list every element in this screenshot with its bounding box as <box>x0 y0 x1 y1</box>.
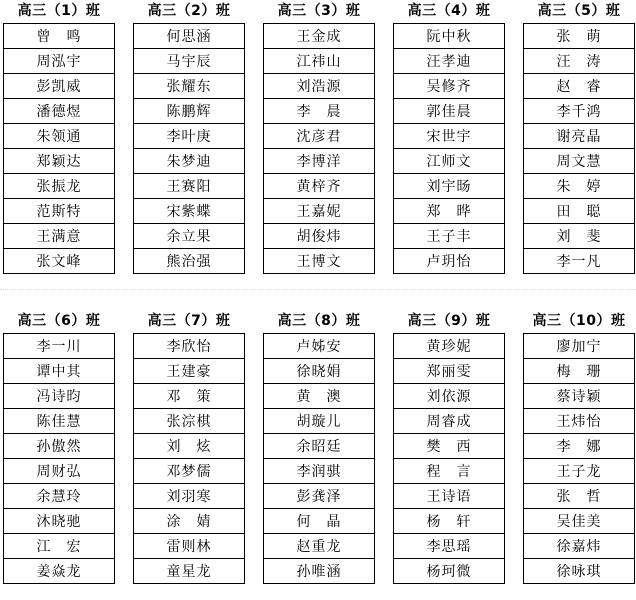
class-block <box>523 310 635 584</box>
student-name: 宋世宇 <box>394 124 505 149</box>
class-block <box>3 310 115 584</box>
table-row <box>4 99 115 124</box>
student-name: 程 言 <box>394 459 505 484</box>
table-row <box>264 24 375 49</box>
student-name: 江师文 <box>394 149 505 174</box>
student-name: 涂 婧 <box>134 509 245 534</box>
table-row <box>524 199 635 224</box>
table-row <box>524 484 635 509</box>
student-name: 胡璇儿 <box>264 409 375 434</box>
student-table <box>393 23 505 274</box>
table-row <box>264 199 375 224</box>
table-row <box>394 484 505 509</box>
table-row <box>264 249 375 274</box>
student-name: 吴修齐 <box>394 74 505 99</box>
table-row <box>134 459 245 484</box>
student-name: 雷则林 <box>134 534 245 559</box>
student-name: 卢玥怡 <box>394 249 505 274</box>
table-row <box>264 509 375 534</box>
table-row <box>264 534 375 559</box>
student-name: 王博文 <box>264 249 375 274</box>
table-row <box>524 559 635 584</box>
student-name: 李 晨 <box>264 99 375 124</box>
student-name: 廖加宁 <box>524 334 635 359</box>
table-row <box>394 49 505 74</box>
student-name: 胡俊炜 <box>264 224 375 249</box>
student-name: 刘浩源 <box>264 74 375 99</box>
table-row <box>264 149 375 174</box>
table-row <box>4 509 115 534</box>
table-row <box>134 74 245 99</box>
student-name: 沈彦君 <box>264 124 375 149</box>
table-row <box>524 434 635 459</box>
student-name: 谭中其 <box>4 359 115 384</box>
student-table <box>263 23 375 274</box>
student-name: 张 哲 <box>524 484 635 509</box>
student-name: 赵 睿 <box>524 74 635 99</box>
student-name: 郑 晔 <box>394 199 505 224</box>
table-row <box>134 359 245 384</box>
student-name: 王炜怡 <box>524 409 635 434</box>
table-row <box>264 384 375 409</box>
table-row <box>4 559 115 584</box>
table-row <box>264 359 375 384</box>
table-row <box>264 559 375 584</box>
table-row <box>134 49 245 74</box>
student-name: 何思涵 <box>134 24 245 49</box>
student-name: 宋紫蝶 <box>134 199 245 224</box>
table-row <box>264 74 375 99</box>
student-name: 王建豪 <box>134 359 245 384</box>
student-name: 王赛阳 <box>134 174 245 199</box>
table-row <box>524 249 635 274</box>
table-row <box>394 174 505 199</box>
student-name: 李叶庚 <box>134 124 245 149</box>
table-row <box>394 99 505 124</box>
class-title: 高三（6）班 <box>17 313 101 329</box>
table-row <box>134 384 245 409</box>
student-name: 李一川 <box>4 334 115 359</box>
class-title: 高三（4）班 <box>407 3 491 19</box>
student-name: 彭龚泽 <box>264 484 375 509</box>
table-row <box>264 124 375 149</box>
student-name: 冯诗昀 <box>4 384 115 409</box>
student-name: 童星龙 <box>134 559 245 584</box>
student-name: 沐晓驰 <box>4 509 115 534</box>
student-name: 周睿成 <box>394 409 505 434</box>
class-title: 高三（8）班 <box>277 313 361 329</box>
student-name: 邓 策 <box>134 384 245 409</box>
table-row <box>134 174 245 199</box>
student-name: 汪 涛 <box>524 49 635 74</box>
class-block <box>133 0 245 274</box>
student-name: 姜焱龙 <box>4 559 115 584</box>
student-name: 田 聪 <box>524 199 635 224</box>
student-table <box>3 333 115 584</box>
table-row <box>134 509 245 534</box>
student-name: 汪孝迪 <box>394 49 505 74</box>
student-name: 李千鸿 <box>524 99 635 124</box>
table-row <box>264 99 375 124</box>
student-name: 孙唯涵 <box>264 559 375 584</box>
table-row <box>524 124 635 149</box>
table-row <box>264 224 375 249</box>
student-name: 余慧玲 <box>4 484 115 509</box>
table-row <box>524 359 635 384</box>
class-block <box>393 0 505 274</box>
student-name: 刘羽寒 <box>134 484 245 509</box>
student-name: 何 晶 <box>264 509 375 534</box>
student-name: 朱领通 <box>4 124 115 149</box>
student-name: 梅 珊 <box>524 359 635 384</box>
student-name: 卢姊安 <box>264 334 375 359</box>
class-title: 高三（10）班 <box>532 313 626 329</box>
table-row <box>524 409 635 434</box>
student-name: 刘宇旸 <box>394 174 505 199</box>
table-row <box>264 409 375 434</box>
table-row <box>394 359 505 384</box>
table-row <box>264 174 375 199</box>
table-row <box>4 149 115 174</box>
student-name: 李 娜 <box>524 434 635 459</box>
table-row <box>134 99 245 124</box>
table-row <box>134 534 245 559</box>
student-name: 吴佳美 <box>524 509 635 534</box>
student-name: 马宇辰 <box>134 49 245 74</box>
student-table <box>133 333 245 584</box>
class-block <box>523 0 635 274</box>
student-name: 余昭廷 <box>264 434 375 459</box>
student-name: 王子龙 <box>524 459 635 484</box>
student-name: 王诗语 <box>394 484 505 509</box>
class-block <box>263 310 375 584</box>
student-name: 范斯特 <box>4 199 115 224</box>
class-title: 高三（2）班 <box>147 3 231 19</box>
student-name: 曾 鸣 <box>4 24 115 49</box>
table-row <box>4 199 115 224</box>
table-row <box>4 224 115 249</box>
table-row <box>394 384 505 409</box>
student-name: 张淙棋 <box>134 409 245 434</box>
student-name: 黄 澳 <box>264 384 375 409</box>
class-group-top <box>0 0 636 288</box>
student-name: 李博洋 <box>264 149 375 174</box>
table-row <box>4 359 115 384</box>
table-row <box>4 49 115 74</box>
class-block <box>133 310 245 584</box>
student-name: 蔡诗颖 <box>524 384 635 409</box>
table-row <box>264 334 375 359</box>
table-row <box>394 24 505 49</box>
student-name: 徐咏琪 <box>524 559 635 584</box>
table-row <box>524 459 635 484</box>
student-name: 阮中秋 <box>394 24 505 49</box>
student-name: 张 萌 <box>524 24 635 49</box>
table-row <box>134 24 245 49</box>
student-name: 李润骐 <box>264 459 375 484</box>
table-row <box>4 124 115 149</box>
student-name: 张文峰 <box>4 249 115 274</box>
table-row <box>394 199 505 224</box>
table-row <box>4 174 115 199</box>
table-row <box>524 384 635 409</box>
table-row <box>134 434 245 459</box>
table-row <box>394 509 505 534</box>
student-name: 黄珍妮 <box>394 334 505 359</box>
student-name: 江祎山 <box>264 49 375 74</box>
student-name: 余立果 <box>134 224 245 249</box>
table-row <box>524 74 635 99</box>
table-row <box>4 409 115 434</box>
student-name: 郑丽雯 <box>394 359 505 384</box>
table-row <box>524 149 635 174</box>
student-table <box>523 23 635 274</box>
table-row <box>4 249 115 274</box>
table-row <box>4 24 115 49</box>
divider <box>0 289 636 290</box>
table-row <box>4 434 115 459</box>
table-row <box>134 199 245 224</box>
table-row <box>394 534 505 559</box>
student-name: 朱 婷 <box>524 174 635 199</box>
table-row <box>264 434 375 459</box>
table-row <box>134 409 245 434</box>
table-row <box>394 74 505 99</box>
table-row <box>4 384 115 409</box>
student-name: 陈佳慧 <box>4 409 115 434</box>
student-name: 赵重龙 <box>264 534 375 559</box>
table-row <box>394 334 505 359</box>
student-name: 张振龙 <box>4 174 115 199</box>
table-row <box>134 334 245 359</box>
student-name: 潘德煜 <box>4 99 115 124</box>
student-name: 张耀东 <box>134 74 245 99</box>
table-row <box>134 249 245 274</box>
table-row <box>264 49 375 74</box>
student-name: 周文慧 <box>524 149 635 174</box>
class-title: 高三（9）班 <box>407 313 491 329</box>
table-row <box>4 334 115 359</box>
class-title: 高三（3）班 <box>277 3 361 19</box>
class-block <box>393 310 505 584</box>
table-row <box>4 534 115 559</box>
table-row <box>134 124 245 149</box>
table-row <box>4 484 115 509</box>
table-row <box>394 559 505 584</box>
student-name: 谢亮晶 <box>524 124 635 149</box>
table-row <box>394 409 505 434</box>
table-row <box>134 224 245 249</box>
table-row <box>524 49 635 74</box>
student-name: 徐晓娟 <box>264 359 375 384</box>
student-name: 李一凡 <box>524 249 635 274</box>
table-row <box>524 99 635 124</box>
student-name: 李思瑶 <box>394 534 505 559</box>
student-name: 王满意 <box>4 224 115 249</box>
student-name: 王嘉妮 <box>264 199 375 224</box>
student-name: 徐嘉炜 <box>524 534 635 559</box>
table-row <box>4 459 115 484</box>
class-block <box>263 0 375 274</box>
table-row <box>394 124 505 149</box>
student-name: 彭凯威 <box>4 74 115 99</box>
student-name: 郑颖达 <box>4 149 115 174</box>
student-name: 孙傲然 <box>4 434 115 459</box>
student-name: 杨珂微 <box>394 559 505 584</box>
table-row <box>394 434 505 459</box>
student-name: 周泓宇 <box>4 49 115 74</box>
student-name: 王子丰 <box>394 224 505 249</box>
table-row <box>524 334 635 359</box>
student-name: 杨 轩 <box>394 509 505 534</box>
student-table <box>263 333 375 584</box>
student-name: 刘 炫 <box>134 434 245 459</box>
table-row <box>4 74 115 99</box>
student-table <box>393 333 505 584</box>
table-row <box>524 534 635 559</box>
student-name: 李欣怡 <box>134 334 245 359</box>
table-row <box>524 509 635 534</box>
student-name: 郭佳晨 <box>394 99 505 124</box>
student-name: 王金成 <box>264 24 375 49</box>
student-table <box>523 333 635 584</box>
class-group-bottom <box>0 310 636 598</box>
student-name: 朱梦迪 <box>134 149 245 174</box>
table-row <box>394 149 505 174</box>
class-title: 高三（7）班 <box>147 313 231 329</box>
class-block <box>3 0 115 274</box>
student-name: 樊 西 <box>394 434 505 459</box>
class-title: 高三（5）班 <box>537 3 621 19</box>
table-row <box>264 484 375 509</box>
student-table <box>133 23 245 274</box>
student-name: 刘 斐 <box>524 224 635 249</box>
table-row <box>394 249 505 274</box>
student-name: 黄梓齐 <box>264 174 375 199</box>
table-row <box>264 459 375 484</box>
table-row <box>524 24 635 49</box>
student-name: 邓梦儒 <box>134 459 245 484</box>
student-name: 陈鹏辉 <box>134 99 245 124</box>
table-row <box>524 224 635 249</box>
student-name: 江 宏 <box>4 534 115 559</box>
class-title: 高三（1）班 <box>17 3 101 19</box>
table-row <box>134 484 245 509</box>
student-name: 熊治强 <box>134 249 245 274</box>
student-name: 周财弘 <box>4 459 115 484</box>
table-row <box>134 559 245 584</box>
student-table <box>3 23 115 274</box>
student-name: 刘依源 <box>394 384 505 409</box>
table-row <box>134 149 245 174</box>
table-row <box>394 459 505 484</box>
table-row <box>524 174 635 199</box>
table-row <box>394 224 505 249</box>
